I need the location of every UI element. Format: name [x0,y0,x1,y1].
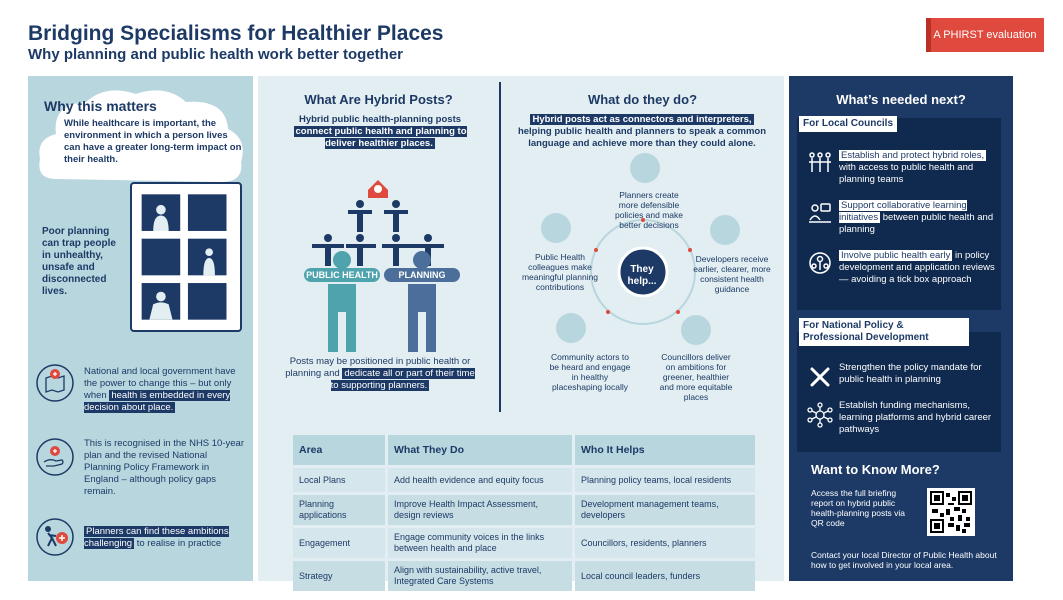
want-title: Want to Know More? [811,462,940,477]
table-cell: Add health evidence and equity focus [388,468,572,492]
challenge-text [84,526,244,550]
table-header-row [293,435,755,465]
qr-code[interactable] [927,488,975,536]
table-cell: Councillors, residents, planners [575,528,755,558]
table-cell: Align with sustainability, active travel, Integrated Care Systems [388,561,572,591]
header-who: Who It Helps [575,435,755,465]
why-panel [28,76,253,581]
next-title: What’s needed next? [836,92,966,107]
table-row [293,495,755,525]
local-item-3 [839,250,995,286]
table-cell: Planning policy teams, local residents [575,468,755,492]
local-item-2-rest: between public health and planning [839,212,994,235]
national-policy-label: For National Policy & Professional Development [799,318,969,346]
table-cell: Improve Health Impact Assessment, design reviews [388,495,572,525]
national-policy-box [797,320,1001,452]
bubble-councillors: Councillors deliver on ambitions for greener, healthier and more equitable places [659,352,733,402]
hybrid-title: What Are Hybrid Posts? [304,92,453,107]
local-item-1 [839,150,995,186]
table-cell: Local council leaders, funders [575,561,755,591]
local-item-2-highlight: Support collaborative learning initiatives [839,200,967,223]
national-item-1: Strengthen the policy mandate for public health in planning [839,362,982,385]
hybrid-intro-pre: Hybrid public health-planning posts [298,114,462,125]
national-item-2: Establish funding mechanisms, learning platforms and hybrid career pathways [839,400,992,435]
badge-stripe [926,18,931,52]
areas-table [290,432,758,594]
challenge-text-post: to realise in practice [134,538,222,549]
what-do-intro [516,114,768,150]
planning-label: PLANNING [398,270,446,280]
tools-icon [807,364,833,390]
map-health-icon [36,364,74,402]
header-area: Area [293,435,385,465]
public-health-label: PUBLIC HEALTH [306,270,378,280]
table-cell: Planning applications [293,495,385,525]
table-cell: Engage community voices in the links between health and place [388,528,572,558]
bubble-community: Community actors to be heard and engage in healthy placeshaping locally [549,352,631,392]
contact-text: Contact your local Director of Public Health about how to get involved in your local area. [811,550,997,570]
hand-health-icon [36,438,74,476]
hub-label: They help... [627,264,657,287]
trapped-people-illustration [130,182,242,332]
collaboration-icon [807,200,833,226]
local-item-3-highlight: Involve public health early [841,250,951,261]
table-row [293,561,755,591]
bubble-planners: Planners create more defensible policies and make better decisions [614,190,684,230]
access-text: Access the full briefing report on hybrid public health-planning posts via QR code [811,488,906,528]
why-title: Why this matters [44,98,157,114]
page-title: Bridging Specialisms for Healthier Places [28,22,444,45]
why-text: While healthcare is important, the environment in which a person lives can have a greater long-term impact on their health. [64,118,242,165]
government-text-pre: National and local government have the power to change this – but only when [84,366,236,401]
bubble-public-health: Public Health colleagues make meaningful planning contributions [521,252,599,292]
table-cell: Development management teams, developers [575,495,755,525]
government-text [84,366,244,414]
connected-people-icon [807,250,833,276]
what-do-intro-rest: helping public health and planners to speak a common language and achieve more than they could alone. [517,126,767,149]
what-do-intro-highlight: Hybrid posts act as connectors and interpreters, [532,114,752,125]
header-what: What They Do [388,435,572,465]
government-text-highlight: health is embedded in every decision about place. [84,390,231,413]
local-item-3-rest: in policy development and application reviews — avoiding a tick box approach [839,250,995,285]
next-panel [789,76,1013,581]
local-item-1-highlight: Establish and protect hybrid roles, [841,150,985,161]
table-cell: Engagement [293,528,385,558]
pushing-person-icon [36,518,74,556]
local-item-2 [839,200,995,236]
table-row [293,468,755,492]
hybrid-foot-highlight: dedicate all or part of their time to supporting planners. [330,368,475,391]
people-pyramid-illustration [298,172,468,352]
hybrid-intro [280,114,480,150]
local-councils-label: For Local Councils [799,116,897,132]
local-councils-box [797,118,1001,310]
network-icon [807,402,833,428]
nhs-plan-text: This is recognised in the NHS 10-year plan and the revised National Planning Policy Framework in England – although policy gaps remain. [84,438,244,497]
challenge-text-highlight: Planners can find these ambitions challenging [84,526,229,549]
what-do-title: What do they do? [587,92,698,107]
people-network-icon [807,150,833,176]
poor-planning-text: Poor planning can trap people in unhealthy, unsafe and disconnected lives. [42,226,116,297]
phirst-badge: A PHIRST evaluation [926,18,1044,52]
table-row [293,528,755,558]
hybrid-intro-highlight: connect public health and planning to deliver healthier places. [295,126,467,149]
page-subtitle: Why planning and public health work better together [28,46,404,63]
hybrid-foot-pre: Posts may be positioned in public health or planning and [285,356,471,379]
hybrid-panel [258,76,784,586]
table-cell: Local Plans [293,468,385,492]
bubble-developers: Developers receive earlier, clearer, more consistent health guidance [693,254,771,294]
section-divider [499,82,501,412]
hybrid-footnote [280,356,480,392]
local-item-1-rest: with access to public health and planning teams [839,162,974,185]
table-cell: Strategy [293,561,385,591]
